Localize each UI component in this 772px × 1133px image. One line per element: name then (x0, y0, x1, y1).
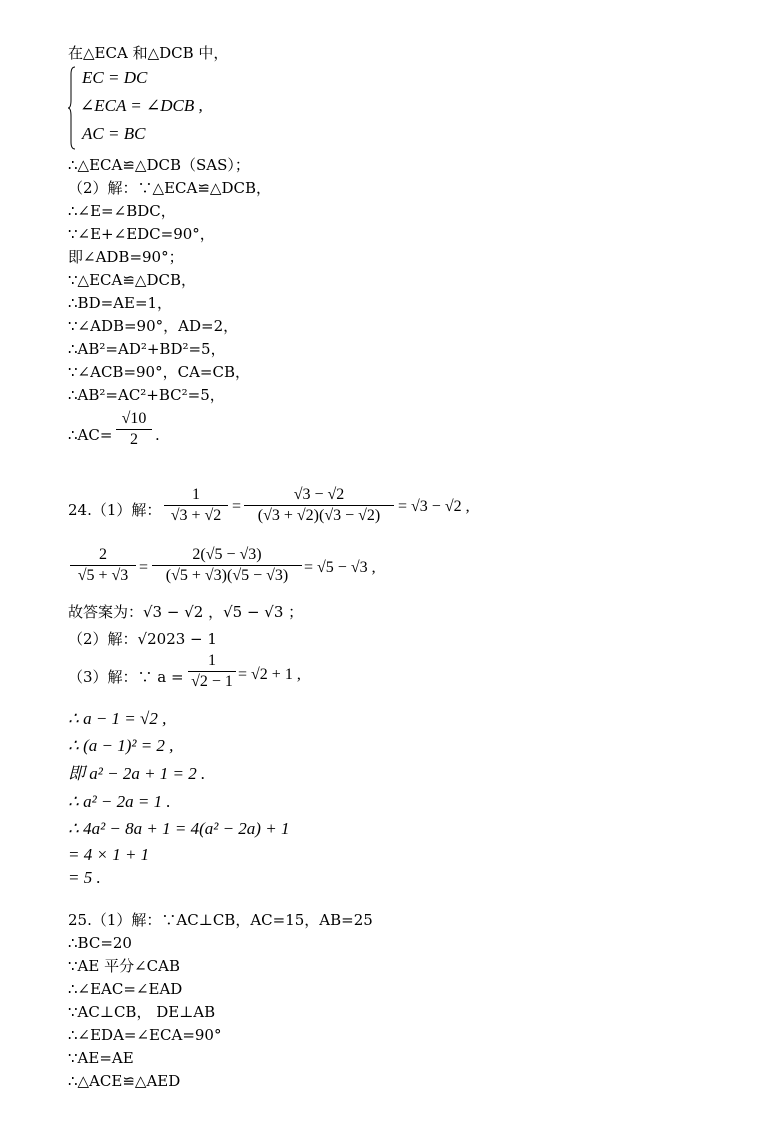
question-label: 25.（1）解：∵AC⊥CB，AC=15，AB=25 (68, 911, 373, 929)
fraction-denominator: (√5 + √3)(√5 − √3) (165, 567, 289, 584)
text-line: ∴ 4a² − 8a + 1 = 4(a² − 2a) + 1 (68, 819, 290, 838)
equals-sign: = (232, 498, 242, 515)
text-line: 在△ECA 和△DCB 中， (68, 44, 229, 62)
fraction (152, 546, 302, 585)
fraction-numerator: 1 (208, 652, 216, 669)
fraction-denominator: (√3 + √2)(√3 − √2) (257, 507, 381, 524)
fraction-bar (244, 505, 394, 506)
system-equation-1: EC = DC (82, 68, 148, 87)
fraction-denominator: √5 + √3 (77, 567, 129, 584)
text-line: 故答案为：√3 − √2 ，√5 − √3 ； (68, 603, 304, 621)
fraction-bar (152, 565, 302, 566)
system-equation-2: ∠ECA = ∠DCB , (80, 96, 203, 115)
fraction-bar (164, 505, 228, 506)
equation-system (68, 66, 268, 150)
fraction (188, 652, 236, 691)
text-line: ∵∠E+∠EDC=90°， (68, 225, 215, 243)
result: = √3 − √2 , (398, 498, 470, 515)
text-line: ∴ a − 1 = √2 , (68, 709, 167, 728)
result: = √5 − √3 , (304, 559, 376, 576)
text-line: ∴ a² − 2a = 1 . (68, 792, 171, 811)
text-line: = 4 × 1 + 1 (68, 845, 150, 864)
fraction-numerator: √3 − √2 (293, 486, 345, 503)
left-brace (68, 66, 76, 150)
text-line: 即∠ADB=90°； (68, 248, 184, 266)
text-line: （3）解：∵ a = (68, 668, 184, 686)
question-label: 24.（1）解： (68, 501, 162, 519)
fraction-numerator: √10 (121, 410, 147, 427)
fraction-numerator: 1 (192, 486, 200, 503)
fraction-bar (116, 429, 152, 430)
text-line: = 5 . (68, 868, 101, 887)
text-line: ∵∠ADB=90°，AD=2， (68, 317, 239, 335)
text-line: ∴AB²=AD²+BD²=5， (68, 340, 226, 358)
text-line: ∵∠ACB=90°，CA=CB， (68, 363, 250, 381)
fraction-denominator: √2 − 1 (191, 673, 233, 690)
text-line: 即 a² − 2a + 1 = 2 . (68, 764, 206, 783)
fraction-numerator: 2 (99, 546, 107, 563)
text-line: ∴AC= (68, 426, 113, 444)
fraction (116, 410, 152, 449)
text-line: ∴△ECA≌△DCB（SAS）； (68, 156, 250, 174)
text-line: ∴BC=20 (68, 934, 132, 952)
fraction-bar (188, 671, 236, 672)
text-line: ∵AC⊥CB， DE⊥AB (68, 1003, 216, 1021)
equals-sign: = (139, 559, 149, 576)
fraction (244, 486, 394, 525)
text-line: ∴BD=AE=1， (68, 294, 173, 312)
text-line: ∴∠EAC=∠EAD (68, 980, 183, 998)
text-line: （2）解：√2023 − 1 (68, 630, 217, 648)
text-line: ∵AE=AE (68, 1049, 134, 1067)
text-line: （2）解：∵△ECA≌△DCB， (68, 179, 271, 197)
text-line: ∴AB²=AC²+BC²=5， (68, 386, 225, 404)
text-line: ∴ (a − 1)² = 2 , (68, 736, 174, 755)
fraction-denominator: √3 + √2 (170, 507, 222, 524)
fraction (70, 546, 136, 585)
system-equation-3: AC = BC (82, 124, 146, 143)
text-line: ∴∠E=∠BDC， (68, 202, 176, 220)
fraction-numerator: 2(√5 − √3) (192, 546, 262, 563)
fraction-bar (70, 565, 136, 566)
text-line: ∴∠EDA=∠ECA=90° (68, 1026, 222, 1044)
text-line: ∴△ACE≌△AED (68, 1072, 181, 1090)
result: = √2 + 1 , (238, 666, 301, 683)
text-line: ∵△ECA≌△DCB， (68, 271, 196, 289)
text-line: . (155, 426, 160, 444)
fraction-denominator: 2 (130, 431, 138, 448)
fraction (164, 486, 228, 525)
text-line: ∵AE 平分∠CAB (68, 957, 180, 975)
